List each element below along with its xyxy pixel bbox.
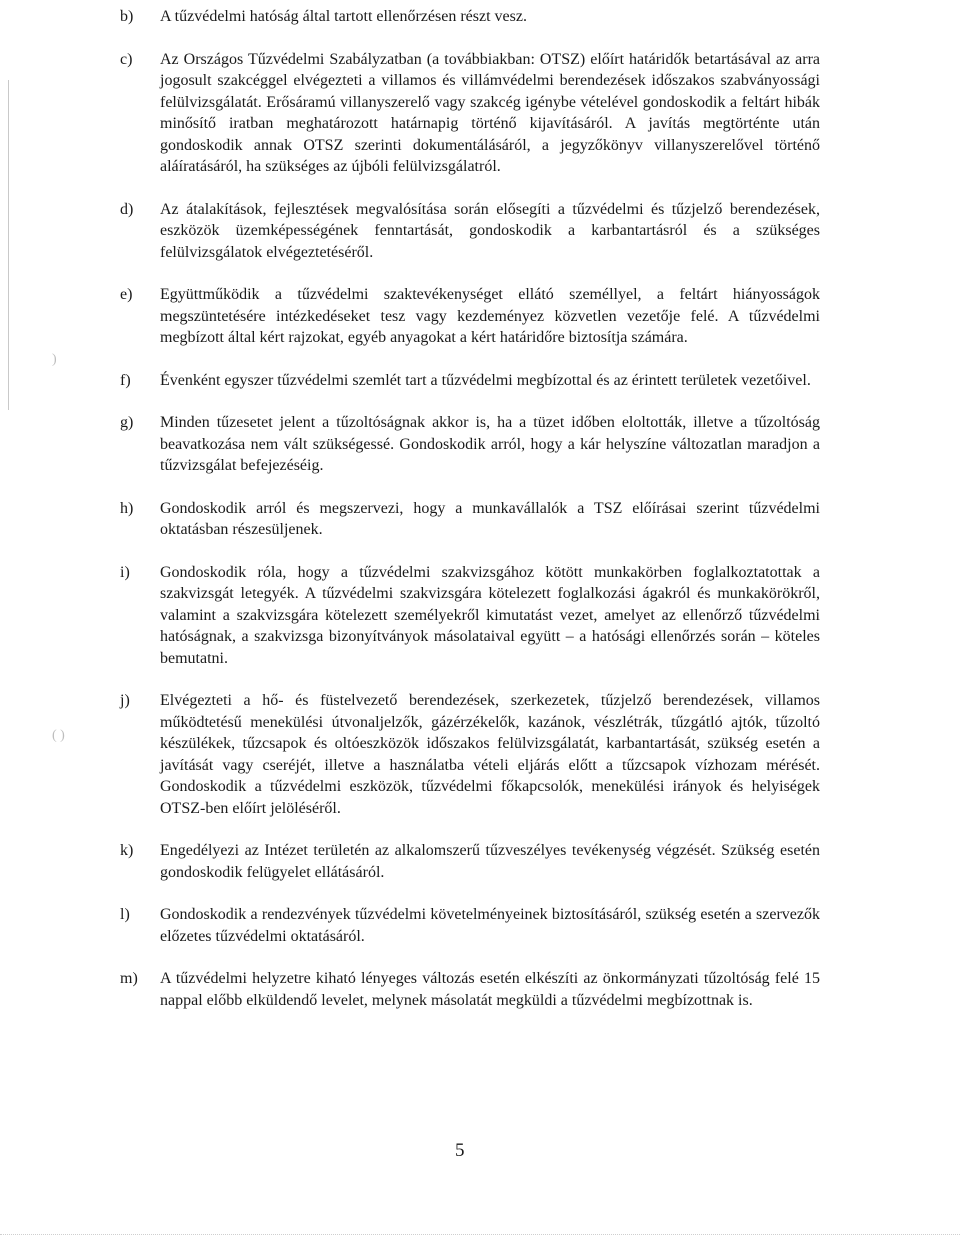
list-item <box>120 49 820 178</box>
list-item <box>120 840 820 883</box>
bottom-edge-line <box>0 1234 960 1235</box>
list-item-text: Az Országos Tűzvédelmi Szabályzatban (a továbbiakban: OTSZ) előírt határidők betartásával az arra jogosult szakcéggel elvégezteti a villamos és villámvédelmi berendezések időszakos szabványossági felülvizsgálatát. Erősáramú villanyszerelő vagy szakcég igénybe vételével gondoskodik a feltárt hibák minősítő iratban meghatározott határnapig történő kijavításáról. A javítás megtörténte után gondoskodik annak OTSZ szerinti dokumentálásáról, a jegyzőkönyv villanyszerelővel történő aláíratásáról, ha szükséges az újbóli felülvizsgálatról. <box>160 50 820 175</box>
list-item-marker: l) <box>120 906 130 923</box>
list-item <box>120 690 820 819</box>
list-item-text: Elvégezteti a hő- és füstelvezető berendezések, szerkezetek, tűzjelző berendezések, villamos működtetésű menekülési útvonaljelzők, gázérzékelők, kazánok, vészlétrák, tűzgátló ajtók, tűzoltó készülékek, tűzcsapok és oltóeszközök időszakos felülvizsgálatát, karbantartását, szükség esetén a javítását vagy cseréjét, illetve a használatba vételi eljárás előtt a tűzcsapok vízhozam mérését. Gondoskodik a tűzvédelmi eszközök, tűzvédelmi főkapcsolók, menekülési irányok és helyiségek OTSZ-ben előírt jelöléséről. <box>160 692 820 817</box>
list-item-text: A tűzvédelmi helyzetre kiható lényeges változás esetén elkészíti az önkormányzati tűzoltóság felé 15 nappal előbb elküldendő levelet, melynek másolatát megküldi a tűzvédelmi megbízottnak is. <box>160 970 820 1009</box>
duty-list <box>120 6 820 1032</box>
list-item <box>120 6 820 28</box>
page-number: 5 <box>455 1140 465 1161</box>
list-item-marker: f) <box>120 371 131 389</box>
list-item-marker: c) <box>120 50 133 68</box>
list-item-marker: m) <box>120 970 138 987</box>
list-item-marker: e) <box>120 286 133 303</box>
list-item <box>120 284 820 349</box>
list-item-marker: k) <box>120 842 134 859</box>
list-item <box>120 498 820 541</box>
list-item-text: Gondoskodik arról és megszervezi, hogy a munkavállalók a TSZ előírásai szerint tűzvédelmi oktatásban részesüljenek. <box>160 499 820 538</box>
list-item <box>120 412 820 477</box>
list-item-marker: i) <box>120 563 130 581</box>
scan-edge-mark <box>8 80 9 410</box>
list-item-text: Engedélyezi az Intézet területén az alkalomszerű tűzveszélyes tevékenység végzését. Szükség esetén gondoskodik felügyelet ellátásáról. <box>160 842 820 881</box>
scan-artifact: ( ) <box>52 728 65 743</box>
list-item-marker: h) <box>120 499 134 517</box>
list-item-text: Gondoskodik róla, hogy a tűzvédelmi szakvizsgához kötött munkakörben foglalkoztatottak a szakvizsgát letegyék. A tűzvédelmi szakvizsgára kötelezett foglalkozási ágakról és munkakörökről, valamint a szakvizsgára kötelezett személyekről kimutatást vezet, amelyet az ellenőrző tűzvédelmi hatóságnak, a szakvizsga bizonyítványok másolataival együtt – a hatósági ellenőrzés során – köteles bemutatni. <box>160 563 820 667</box>
list-item-text: Az átalakítások, fejlesztések megvalósítása során elősegíti a tűzvédelmi és tűzjelző berendezések, eszközök üzemképességének fenntartását, gondoskodik a karbantartásról és a szükséges felülvizsgálatok elvégeztetéséről. <box>160 200 820 261</box>
list-item <box>120 968 820 1011</box>
list-item-text: A tűzvédelmi hatóság által tartott ellenőrzésen részt vesz. <box>160 8 527 25</box>
list-item-text: Együttműködik a tűzvédelmi szaktevékenységet ellátó személlyel, a feltárt hiányosságok megszüntetésére intézkedéseket tesz vagy kezdeményez közvetlen vezetője felé. A tűzvédelmi megbízott által kért rajzokat, egyéb anyagokat a kért határidőre biztosítja számára. <box>160 286 820 346</box>
list-item-text: Minden tűzesetet jelent a tűzoltóságnak akkor is, ha a tüzet időben eloltották, illetve a tűzoltóság beavatkozása nem vált szükségessé. Gondoskodik arról, hogy a kár helyszíne változatlan maradjon a tűzvizsgálat befejezéséig. <box>160 414 820 474</box>
list-item <box>120 199 820 264</box>
list-item-text: Gondoskodik a rendezvények tűzvédelmi követelményeinek biztosításáról, szükség esetén a szervezők előzetes tűzvédelmi oktatásáról. <box>160 906 820 945</box>
list-item-text: Évenként egyszer tűzvédelmi szemlét tart a tűzvédelmi megbízottal és az érintett területek vezetőivel. <box>160 371 811 389</box>
list-item-marker: b) <box>120 8 134 25</box>
list-item-marker: g) <box>120 414 134 431</box>
list-item-marker: j) <box>120 692 130 709</box>
list-item <box>120 370 820 392</box>
list-item <box>120 904 820 947</box>
scan-artifact: ) <box>52 352 57 367</box>
list-item-marker: d) <box>120 200 134 218</box>
list-item <box>120 562 820 670</box>
